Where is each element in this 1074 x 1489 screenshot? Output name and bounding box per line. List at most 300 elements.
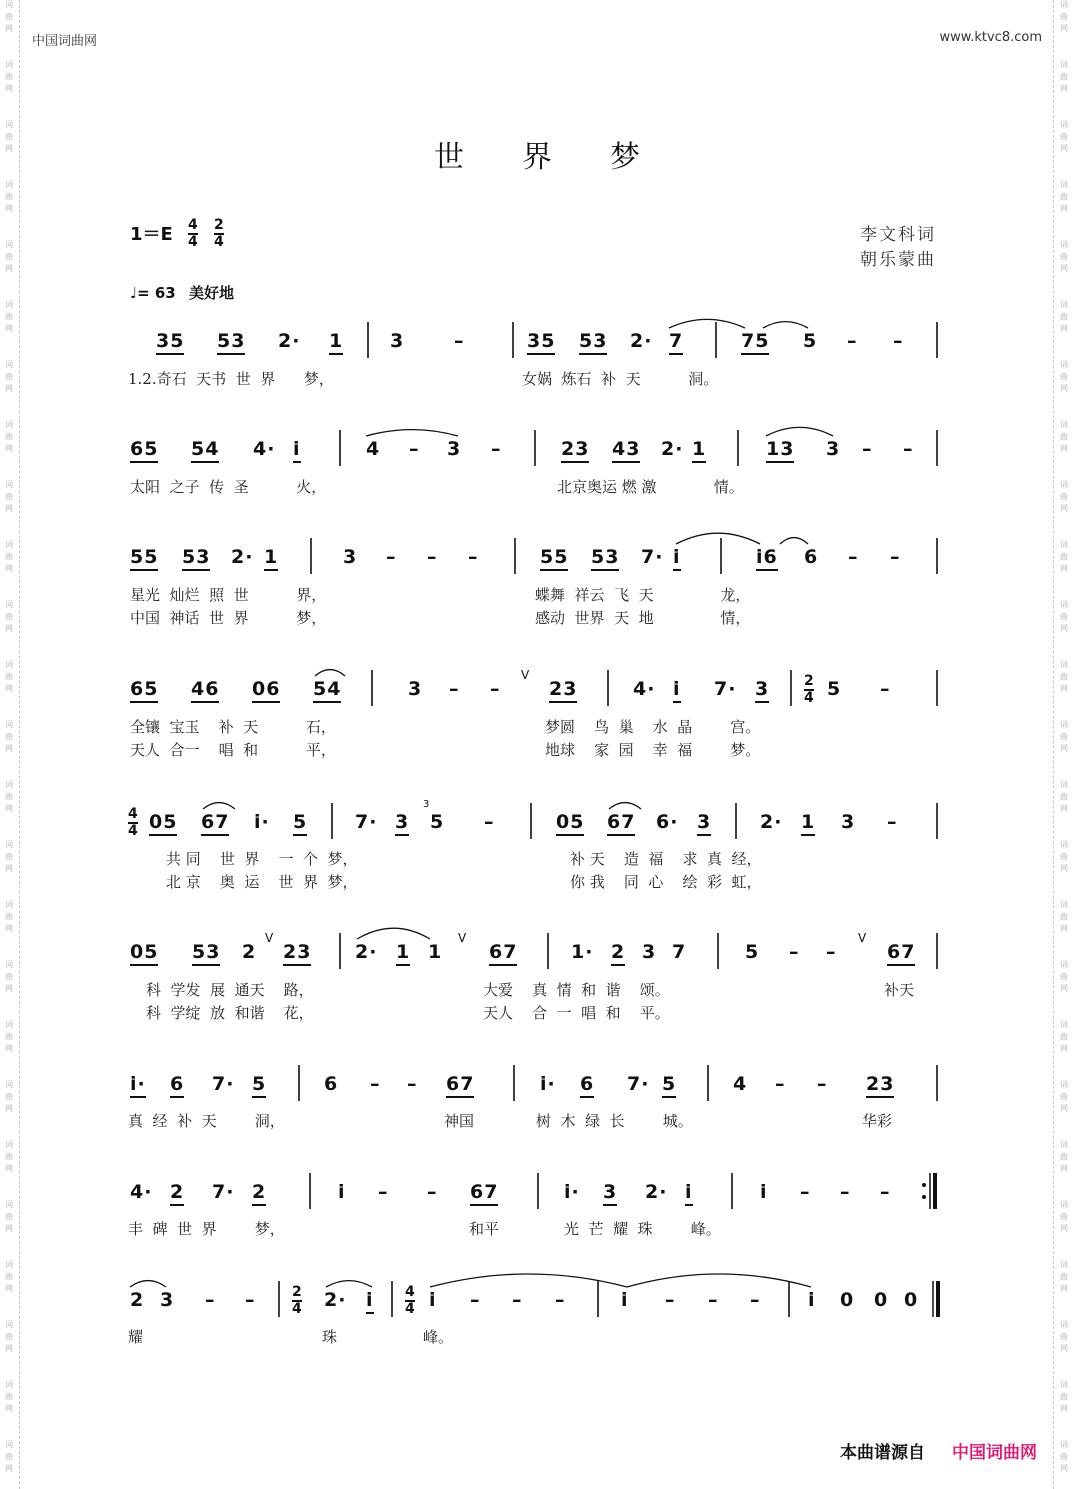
watermark-glyph: 曲: [1060, 1272, 1068, 1281]
song-title: 世界梦: [434, 140, 698, 175]
watermark-glyph: 词: [5, 600, 13, 609]
note: 65: [130, 678, 158, 703]
watermark-glyph: 网: [5, 984, 13, 993]
lyric-text: 天人 合 一 唱 和 平。: [483, 1004, 670, 1022]
note: –: [245, 1289, 256, 1311]
watermark-glyph: 网: [5, 924, 13, 933]
note: 23: [866, 1073, 894, 1098]
note: –: [512, 1289, 523, 1311]
watermark-glyph: 网: [5, 444, 13, 453]
note: –: [205, 1289, 216, 1311]
watermark-glyph: 网: [1060, 984, 1068, 993]
time-signature-4-4: [188, 218, 198, 250]
tie-slur: [780, 538, 808, 544]
lyric-text: 北 京 奥 运 世 界 梦，: [166, 873, 358, 891]
note: 2·: [278, 330, 301, 352]
watermark-glyph: 词: [1060, 120, 1068, 129]
watermark-glyph: 网: [1060, 1104, 1068, 1113]
note: –: [890, 546, 901, 568]
lyric-text: 星光 灿烂 照 世 界，: [130, 586, 327, 604]
grace-note: 3: [423, 799, 430, 810]
watermark-glyph: 网: [5, 324, 13, 333]
watermark-glyph: 网: [1060, 684, 1068, 693]
lyric-text: 天人 合一 唱 和 平，: [130, 741, 336, 759]
lyric-text: 1.2.奇石 天书 世 界 梦，: [128, 370, 334, 388]
watermark-glyph: 曲: [5, 492, 13, 501]
time-sig-bottom: 4: [128, 823, 138, 839]
note: 05: [556, 811, 584, 836]
note: 75: [741, 330, 769, 355]
watermark-glyph: 词: [5, 540, 13, 549]
watermark-glyph: 曲: [1060, 912, 1068, 921]
watermark-glyph: 网: [5, 264, 13, 273]
note: 23: [283, 941, 311, 966]
watermark-glyph: 词: [5, 840, 13, 849]
score-line-marks: [0, 546, 1074, 616]
watermark-glyph: 词: [5, 1440, 13, 1449]
composer-credit: 朝乐蒙曲: [860, 250, 936, 270]
time-change-2-4: [292, 1285, 302, 1317]
note: 7: [672, 941, 687, 963]
score-line-marks: [0, 1181, 1074, 1251]
note: i: [760, 1181, 768, 1203]
lyric-text: 蝶舞 祥云 飞 天 龙，: [535, 586, 751, 604]
watermark-glyph: 曲: [1060, 432, 1068, 441]
tie-slur: [357, 928, 430, 939]
note: 5: [252, 1073, 266, 1098]
note: i: [338, 1181, 346, 1203]
watermark-glyph: 曲: [1060, 372, 1068, 381]
watermark-glyph: 曲: [1060, 1332, 1068, 1341]
lyric-text: 北京奥运 燃 激 情。: [557, 478, 744, 496]
note: –: [775, 1073, 786, 1095]
note: –: [880, 1181, 891, 1203]
watermark-glyph: 曲: [1060, 12, 1068, 21]
watermark-glyph: 词: [1060, 780, 1068, 789]
note: 43: [612, 438, 640, 463]
watermark-glyph: 曲: [5, 672, 13, 681]
time-change-2-4: [804, 674, 814, 706]
watermark-glyph: 网: [5, 1104, 13, 1113]
watermark-glyph: 网: [1060, 24, 1068, 33]
note: –: [427, 546, 438, 568]
watermark-glyph: 曲: [1060, 192, 1068, 201]
watermark-glyph: 网: [5, 804, 13, 813]
lyric-text: 科 学发 展 通天 路，: [146, 981, 314, 999]
note: 3: [826, 438, 841, 460]
watermark-glyph: 曲: [5, 1272, 13, 1281]
watermark-glyph: 网: [5, 564, 13, 573]
watermark-glyph: 曲: [1060, 612, 1068, 621]
lyric-text: 丰 碑 世 界 梦，: [128, 1220, 285, 1238]
tie-slur: [676, 533, 760, 544]
lyric-text: 补天: [884, 981, 915, 999]
watermark-glyph: 词: [5, 900, 13, 909]
note: 4·: [130, 1181, 153, 1203]
watermark-glyph: 曲: [1060, 732, 1068, 741]
lyric-text: 太阳 之子 传 圣 火，: [130, 478, 327, 496]
watermark-glyph: 网: [1060, 1284, 1068, 1293]
watermark-glyph: 网: [5, 1464, 13, 1473]
watermark-glyph: 词: [1060, 1440, 1068, 1449]
watermark-glyph: 网: [1060, 924, 1068, 933]
note: 0: [874, 1289, 889, 1311]
tempo-marking: [130, 282, 234, 303]
watermark-glyph: 曲: [1060, 672, 1068, 681]
note: –: [370, 1073, 381, 1095]
site-url-header[interactable]: www.ktvc8.com: [939, 30, 1042, 45]
watermark-glyph: 网: [5, 1284, 13, 1293]
note: 7·: [627, 1073, 650, 1095]
watermark-glyph: 网: [1060, 1404, 1068, 1413]
lyric-text: 中国 神话 世 界 梦，: [130, 609, 327, 627]
watermark-glyph: 网: [1060, 204, 1068, 213]
note: 1: [329, 330, 343, 355]
time-sig-top: 2: [214, 217, 224, 233]
watermark-glyph: 曲: [1060, 1452, 1068, 1461]
note: 6: [170, 1073, 184, 1098]
note: 2·: [231, 546, 254, 568]
lyric-text: 大爱 真 情 和 谐 颂。: [483, 981, 670, 999]
watermark-glyph: 网: [5, 504, 13, 513]
note: –: [903, 438, 914, 460]
note: 0: [904, 1289, 919, 1311]
watermark-glyph: 曲: [5, 972, 13, 981]
note: 55: [540, 546, 568, 571]
note: –: [862, 438, 873, 460]
note: 3: [395, 811, 409, 836]
watermark-glyph: 词: [5, 1320, 13, 1329]
note: 35: [527, 330, 555, 355]
watermark-glyph: 词: [1060, 60, 1068, 69]
time-sig-bottom: 4: [804, 690, 814, 706]
note: –: [468, 546, 479, 568]
note: 1: [396, 941, 410, 966]
watermark-glyph: 网: [1060, 624, 1068, 633]
watermark-glyph: 曲: [1060, 312, 1068, 321]
watermark-glyph: 词: [1060, 840, 1068, 849]
note: 6: [804, 546, 819, 568]
time-sig-bottom: 4: [188, 234, 198, 250]
watermark-glyph: 网: [1060, 1464, 1068, 1473]
watermark-glyph: 曲: [5, 312, 13, 321]
note: 53: [217, 330, 245, 355]
note: 54: [313, 678, 341, 703]
lyric-text: 神国: [444, 1112, 475, 1130]
watermark-glyph: 网: [1060, 1044, 1068, 1053]
watermark-glyph: 词: [5, 1380, 13, 1389]
note: 6: [580, 1073, 594, 1098]
note: i: [685, 1181, 693, 1206]
note: i: [673, 546, 681, 571]
note: 3: [390, 330, 405, 352]
note: –: [893, 330, 904, 352]
note: –: [880, 678, 891, 700]
watermark-glyph: 网: [1060, 1344, 1068, 1353]
note: 4: [733, 1073, 748, 1095]
watermark-glyph: 曲: [5, 1452, 13, 1461]
watermark-glyph: 网: [5, 624, 13, 633]
time-change-4-4: [405, 1285, 415, 1317]
note: 1: [264, 546, 278, 571]
time-sig-bottom: 4: [214, 234, 224, 250]
note: –: [386, 546, 397, 568]
note: 3: [642, 941, 657, 963]
note: –: [800, 1181, 811, 1203]
note: 2: [242, 941, 257, 963]
watermark-glyph: 词: [1060, 180, 1068, 189]
watermark-glyph: 词: [5, 240, 13, 249]
note: 65: [130, 438, 158, 463]
watermark-glyph: 曲: [5, 192, 13, 201]
watermark-glyph: 网: [5, 744, 13, 753]
lyric-text: 珠: [322, 1328, 338, 1346]
tie-slur: [130, 1281, 166, 1287]
note: 53: [192, 941, 220, 966]
watermark-glyph: 曲: [1060, 1212, 1068, 1221]
note: 7·: [355, 811, 378, 833]
watermark-glyph: 曲: [1060, 552, 1068, 561]
lyric-text: 补 天 造 福 求 真 经，: [570, 850, 762, 868]
note: 5: [662, 1073, 676, 1098]
watermark-glyph: 词: [5, 780, 13, 789]
note: 5: [430, 811, 445, 833]
note: i: [673, 678, 681, 703]
lyric-text: 华彩: [862, 1112, 893, 1130]
watermark-glyph: 网: [1060, 744, 1068, 753]
note: 5: [745, 941, 760, 963]
watermark-glyph: 网: [5, 1344, 13, 1353]
note: i: [366, 1289, 374, 1314]
time-sig-bottom: 4: [405, 1301, 415, 1317]
note: 53: [591, 546, 619, 571]
time-sig-top: 2: [804, 673, 814, 689]
watermark-glyph: 网: [5, 24, 13, 33]
watermark-glyph: 网: [1060, 1224, 1068, 1233]
watermark-glyph: 词: [5, 60, 13, 69]
watermark-glyph: 曲: [1060, 132, 1068, 141]
watermark-glyph: 网: [5, 84, 13, 93]
lyric-text: 峰。: [423, 1328, 454, 1346]
watermark-glyph: 词: [5, 0, 13, 9]
watermark-glyph: 曲: [5, 252, 13, 261]
note: 2·: [661, 438, 684, 460]
note: 0: [840, 1289, 855, 1311]
watermark-glyph: 网: [1060, 504, 1068, 513]
note: –: [848, 546, 859, 568]
note: 67: [489, 941, 517, 966]
note: 53: [182, 546, 210, 571]
watermark-glyph: 网: [1060, 84, 1068, 93]
note: –: [887, 811, 898, 833]
lyric-text: 和平: [469, 1220, 500, 1238]
note: i·: [254, 811, 270, 833]
watermark-glyph: 词: [1060, 600, 1068, 609]
watermark-glyph: 曲: [5, 132, 13, 141]
watermark-glyph: 词: [5, 480, 13, 489]
watermark-glyph: 网: [5, 1224, 13, 1233]
note: 1: [801, 811, 815, 836]
note: 4: [366, 438, 381, 460]
time-sig-top: 4: [405, 1284, 415, 1300]
watermark-glyph: 曲: [5, 912, 13, 921]
note: –: [665, 1289, 676, 1311]
time-sig-top: 4: [128, 806, 138, 822]
watermark-glyph: 网: [1060, 384, 1068, 393]
watermark-glyph: 曲: [1060, 972, 1068, 981]
source-site-link[interactable]: 中国词曲网: [952, 1443, 1037, 1463]
note: 67: [887, 941, 915, 966]
note: –: [708, 1289, 719, 1311]
note: –: [826, 941, 837, 963]
lyric-text: 你 我 同 心 绘 彩 虹，: [570, 873, 762, 891]
tie-slur: [366, 430, 458, 436]
note: –: [490, 678, 501, 700]
note: 1: [428, 941, 443, 963]
note: 2: [252, 1181, 266, 1206]
note: –: [449, 678, 460, 700]
lyric-text: 全镶 宝玉 补 天 石，: [130, 718, 336, 736]
watermark-glyph: 网: [5, 1164, 13, 1173]
note: 2·: [355, 941, 378, 963]
note: –: [409, 438, 420, 460]
watermark-glyph: 词: [1060, 900, 1068, 909]
watermark-glyph: 网: [1060, 564, 1068, 573]
watermark-glyph: 网: [1060, 444, 1068, 453]
watermark-glyph: 词: [1060, 660, 1068, 669]
watermark-glyph: 网: [1060, 804, 1068, 813]
tie-slur: [315, 670, 345, 676]
tie-slur: [669, 319, 745, 328]
watermark-glyph: 词: [5, 1020, 13, 1029]
watermark-glyph: 词: [5, 300, 13, 309]
watermark-glyph: 曲: [5, 852, 13, 861]
watermark-glyph: 词: [5, 1260, 13, 1269]
watermark-glyph: 网: [1060, 264, 1068, 273]
note: 35: [156, 330, 184, 355]
watermark-glyph: 词: [5, 360, 13, 369]
watermark-glyph: 词: [5, 660, 13, 669]
note: 3: [603, 1181, 617, 1206]
tie-slur: [763, 322, 808, 328]
note: –: [407, 1073, 418, 1095]
watermark-glyph: 网: [1060, 864, 1068, 873]
watermark-glyph: 网: [5, 144, 13, 153]
note: 67: [470, 1181, 498, 1206]
watermark-glyph: 词: [1060, 960, 1068, 969]
time-sig-top: 2: [292, 1284, 302, 1300]
note: 55: [130, 546, 158, 571]
watermark-glyph: 词: [1060, 0, 1068, 9]
note: 67: [607, 811, 635, 836]
note: 5: [803, 330, 818, 352]
breath-mark: V: [521, 668, 530, 682]
tie-slur: [326, 1281, 372, 1287]
watermark-glyph: 曲: [5, 72, 13, 81]
time-change-4-4: [128, 807, 138, 839]
watermark-glyph: 网: [1060, 144, 1068, 153]
note: 54: [191, 438, 219, 463]
note: 7: [669, 330, 683, 355]
watermark-glyph: 词: [5, 1140, 13, 1149]
note: –: [491, 438, 502, 460]
note: –: [378, 1181, 389, 1203]
note: 6: [324, 1073, 339, 1095]
watermark-glyph: 曲: [5, 1332, 13, 1341]
note: 6·: [656, 811, 679, 833]
watermark-glyph: 词: [5, 1080, 13, 1089]
watermark-glyph: 词: [1060, 1200, 1068, 1209]
note: 3: [697, 811, 711, 836]
watermark-glyph: 曲: [5, 732, 13, 741]
watermark-glyph: 词: [1060, 1380, 1068, 1389]
watermark-glyph: 曲: [5, 432, 13, 441]
note: 53: [579, 330, 607, 355]
lyric-text: 地球 家 园 幸 福 梦。: [545, 741, 761, 759]
expression-mark: 美好地: [188, 284, 234, 302]
note: 5: [827, 678, 842, 700]
lyric-text: 共 同 世 界 一 个 梦，: [166, 850, 358, 868]
watermark-glyph: 曲: [5, 1212, 13, 1221]
tempo-value: ♩= 63: [130, 284, 176, 302]
watermark-glyph: 词: [1060, 540, 1068, 549]
note: i6: [756, 546, 778, 571]
watermark-glyph: 曲: [1060, 852, 1068, 861]
note: –: [789, 941, 800, 963]
note: –: [840, 1181, 851, 1203]
lyric-text: 感动 世界 天 地 情，: [535, 609, 751, 627]
score-line-marks: [0, 1073, 1074, 1143]
watermark-glyph: 曲: [1060, 1392, 1068, 1401]
watermark-glyph: 词: [1060, 1320, 1068, 1329]
watermark-glyph: 网: [5, 204, 13, 213]
note: 2·: [760, 811, 783, 833]
note: 1: [692, 438, 706, 463]
breath-mark: V: [858, 931, 867, 945]
note: 05: [130, 941, 158, 966]
lyricist-credit: 李文科词: [860, 225, 936, 245]
site-name-header[interactable]: 中国词曲网: [32, 34, 98, 49]
watermark-glyph: 词: [1060, 1020, 1068, 1029]
watermark-glyph: 曲: [1060, 72, 1068, 81]
watermark-glyph: 网: [5, 1404, 13, 1413]
watermark-glyph: 词: [5, 420, 13, 429]
note: 05: [149, 811, 177, 836]
watermark-glyph: 词: [5, 960, 13, 969]
note: 3: [755, 678, 769, 703]
watermark-glyph: 词: [1060, 1260, 1068, 1269]
note: 46: [191, 678, 219, 703]
time-signature-2-4: [214, 218, 224, 250]
note: 67: [201, 811, 229, 836]
note: 3: [408, 678, 423, 700]
watermark-glyph: 网: [5, 384, 13, 393]
watermark-glyph: 词: [5, 180, 13, 189]
note: 3: [160, 1289, 175, 1311]
watermark-glyph: 词: [1060, 1140, 1068, 1149]
watermark-glyph: 曲: [1060, 492, 1068, 501]
note: 2: [130, 1289, 145, 1311]
lyric-text: 梦圆 鸟 巢 水 晶 宫。: [545, 718, 761, 736]
note: –: [484, 811, 495, 833]
note: 3: [343, 546, 358, 568]
note: 4·: [633, 678, 656, 700]
tie-slur: [609, 803, 641, 809]
watermark-glyph: 词: [1060, 360, 1068, 369]
note: i: [429, 1289, 437, 1311]
note: i·: [564, 1181, 580, 1203]
note: 5: [293, 811, 307, 836]
